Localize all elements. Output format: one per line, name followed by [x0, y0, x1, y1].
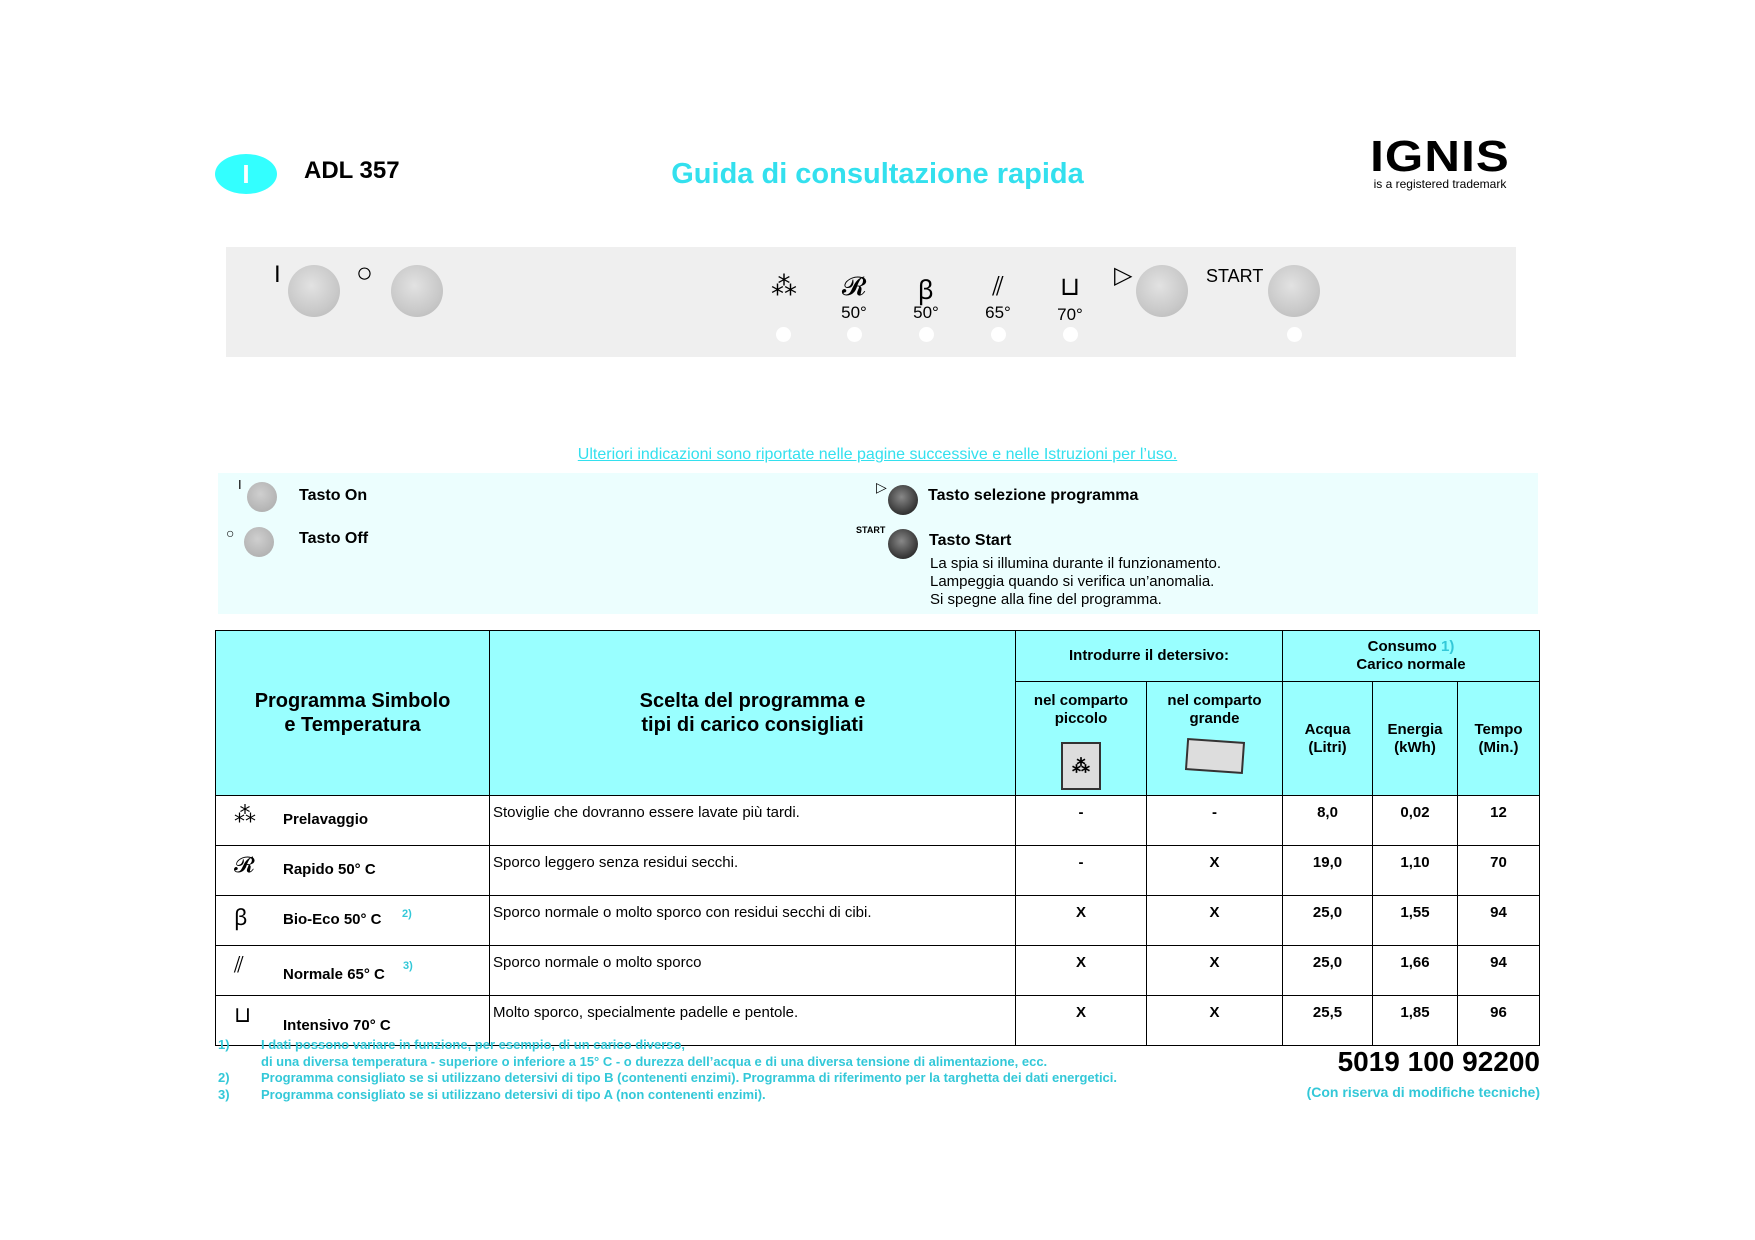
time-value: 94 [1458, 946, 1540, 996]
water-value: 25,0 [1283, 896, 1373, 946]
header-large-line-2: grande [1189, 710, 1240, 727]
header-time [1458, 682, 1540, 796]
time-value: 70 [1458, 846, 1540, 896]
large-compartment-value: - [1147, 796, 1283, 846]
small-compartment-value: - [1016, 846, 1147, 896]
rapid-temp: 50° [841, 303, 867, 322]
table-row [216, 846, 1540, 896]
table-row [216, 896, 1540, 946]
on-symbol: I [274, 261, 281, 288]
start-label: START [1206, 266, 1264, 286]
header-program-line-2: e Temperatura [284, 714, 421, 736]
rapid-led [847, 327, 862, 342]
program-name: Bio-Eco 50° C [283, 911, 382, 928]
header-time-line-1: Tempo [1474, 720, 1523, 738]
legend-start-line-3: Si spegne alla fine del programma. [930, 591, 1162, 608]
header-energy [1373, 682, 1458, 796]
header-small-line-2: piccolo [1054, 710, 1108, 727]
program-description: Sporco normale o molto sporco con residui secchi di cibi. [490, 896, 1016, 946]
program-cell [216, 896, 490, 946]
small-compartment-value: X [1016, 896, 1147, 946]
small-compartment-value: X [1016, 996, 1147, 1046]
small-compartment-icon: ⁂ [1061, 742, 1101, 790]
intensive-icon: ⊔ [1059, 271, 1081, 301]
footnote-3-number: 3) [218, 1087, 230, 1102]
legend-start-symbol: START [856, 525, 886, 535]
program-cell [216, 946, 490, 996]
normal-led [991, 327, 1006, 342]
energy-value: 1,10 [1373, 846, 1458, 896]
program-description: Sporco normale o molto sporco [490, 946, 1016, 996]
normal-icon: ⫽ [234, 952, 244, 977]
program-cell [216, 846, 490, 896]
legend-start-label: Tasto Start [929, 532, 1012, 549]
header-choice-line-1: Scelta del programma e [639, 690, 866, 712]
start-led [1287, 327, 1302, 342]
legend-off-knob [244, 527, 274, 557]
program-description: Molto sporco, specialmente padelle e pentole. [490, 996, 1016, 1046]
footnote-1-number: 1) [218, 1037, 230, 1052]
prewash-led [776, 327, 791, 342]
legend-select-symbol: ▷ [876, 479, 887, 495]
header-energy-line-2: (kWh) [1394, 738, 1436, 756]
legend-select-knob [888, 485, 918, 515]
footnote-1-line-2: di una diversa temperatura - superiore o inferiore a 15° C - o durezza dell’acqua e di una diversa tensione di alimentazione, ecc. [261, 1054, 1048, 1069]
page-title: Guida di consultazione rapida [671, 158, 1084, 190]
program-name: Intensivo 70° C [283, 1017, 391, 1034]
legend-off-label: Tasto Off [299, 530, 369, 547]
header-small-compartment [1016, 682, 1147, 796]
intensive-icon: ⊔ [234, 1002, 252, 1027]
program-footnote: 3) [403, 960, 413, 972]
button-legend [218, 473, 1538, 614]
energy-value: 0,02 [1373, 796, 1458, 846]
header-water-line-1: Acqua [1304, 720, 1351, 738]
header-water [1283, 682, 1373, 796]
legend-on-symbol: I [238, 477, 242, 492]
program-select-button[interactable] [1136, 265, 1188, 317]
legend-on-label: Tasto On [299, 487, 368, 504]
legend-start-line-1: La spia si illumina durante il funzionamento. [930, 555, 1221, 572]
legend-start-knob [888, 529, 918, 559]
footnote-2-number: 2) [218, 1070, 230, 1085]
rapid-icon: 𝓡 [234, 852, 255, 877]
intensive-temp: 70° [1057, 305, 1083, 324]
header-program-line-1: Programma Simbolo [254, 690, 451, 712]
large-compartment-value: X [1147, 996, 1283, 1046]
legend-start-line-2: Lampeggia quando si verifica un’anomalia. [930, 573, 1215, 590]
water-value: 25,0 [1283, 946, 1373, 996]
header-program [216, 631, 490, 796]
program-footnote: 2) [402, 908, 412, 920]
header-consumption-label: Consumo [1367, 638, 1437, 655]
program-table [215, 630, 1540, 1046]
water-value: 19,0 [1283, 846, 1373, 896]
program-cell [216, 796, 490, 846]
more-info-link[interactable]: Ulteriori indicazioni sono riportate nelle pagine successive e nelle Istruzioni per l’uso. [577, 446, 1178, 463]
header-time-line-2: (Min.) [1478, 738, 1519, 756]
energy-value: 1,66 [1373, 946, 1458, 996]
part-number: 5019 100 92200 [1337, 1046, 1540, 1077]
footnote-1-line-1: I dati possono variare in funzione, per esempio, di un carico diverso, [261, 1037, 686, 1052]
time-value: 12 [1458, 796, 1540, 846]
table-row [216, 796, 1540, 846]
prewash-icon: ⁂ [771, 271, 797, 301]
header-consumption-footnote: 1) [1441, 638, 1455, 655]
time-value: 96 [1458, 996, 1540, 1046]
program-description: Sporco leggero senza residui secchi. [490, 846, 1016, 896]
bio-eco-icon: ꞵ [917, 275, 935, 305]
brand-tagline: is a registered trademark [1373, 177, 1507, 191]
on-button[interactable] [288, 265, 340, 317]
bio-eco-icon: ꞵ [234, 905, 248, 930]
select-symbol: ▷ [1114, 262, 1133, 289]
legend-off-symbol: ○ [226, 525, 235, 541]
start-button[interactable] [1268, 265, 1320, 317]
header-choice-line-2: tipi di carico consigliati [641, 714, 864, 736]
program-name: Rapido 50° C [283, 861, 376, 878]
header-large-line-1: nel comparto [1167, 692, 1262, 709]
footnote-3-text: Programma consigliato se si utilizzano detersivi di tipo A (non contenenti enzimi). [261, 1087, 766, 1102]
prewash-icon: ⁂ [234, 802, 256, 827]
legend-select-label: Tasto selezione programma [928, 487, 1139, 504]
header-consumption [1283, 631, 1540, 682]
large-compartment-value: X [1147, 946, 1283, 996]
language-badge: I [215, 154, 277, 194]
header-detergent: Introdurre il detersivo: [1016, 631, 1283, 682]
time-value: 94 [1458, 896, 1540, 946]
off-symbol: ○ [356, 257, 373, 288]
bio-eco-temp: 50° [913, 303, 939, 322]
header-choice [490, 631, 1016, 796]
header-energy-line-1: Energia [1387, 720, 1443, 738]
program-description: Stoviglie che dovranno essere lavate più tardi. [490, 796, 1016, 846]
brand-logo [1365, 132, 1515, 191]
header-small-line-1: nel comparto [1033, 692, 1129, 709]
program-name: Prelavaggio [283, 811, 369, 828]
table-row [216, 946, 1540, 996]
large-compartment-value: X [1147, 846, 1283, 896]
small-compartment-value: - [1016, 796, 1147, 846]
small-compartment-value: X [1016, 946, 1147, 996]
part-note: (Con riserva di modifiche tecniche) [1306, 1084, 1540, 1100]
energy-value: 1,85 [1373, 996, 1458, 1046]
water-value: 25,5 [1283, 996, 1373, 1046]
brand-wordmark: IGNIS [1370, 132, 1510, 181]
energy-value: 1,55 [1373, 896, 1458, 946]
normal-temp: 65° [985, 303, 1011, 322]
footnote-2-text: Programma consigliato se si utilizzano detersivi di tipo B (contenenti enzimi). Programma di riferimento per la targhetta dei dati energetici. [261, 1070, 1118, 1085]
water-value: 8,0 [1283, 796, 1373, 846]
intensive-led [1063, 327, 1078, 342]
legend-on-knob [247, 482, 277, 512]
program-name: Normale 65° C [283, 966, 385, 983]
control-panel [226, 247, 1516, 357]
off-button[interactable] [391, 265, 443, 317]
normal-icon: ⫽ [992, 271, 1004, 301]
large-compartment-icon [1184, 738, 1244, 774]
large-compartment-value: X [1147, 896, 1283, 946]
header-large-compartment [1147, 682, 1283, 796]
header-normal-load: Carico normale [1356, 656, 1466, 673]
model-name: ADL 357 [304, 157, 400, 184]
header-water-line-2: (Litri) [1308, 738, 1347, 756]
bio-eco-led [919, 327, 934, 342]
rapid-icon: 𝓡 [841, 271, 867, 301]
